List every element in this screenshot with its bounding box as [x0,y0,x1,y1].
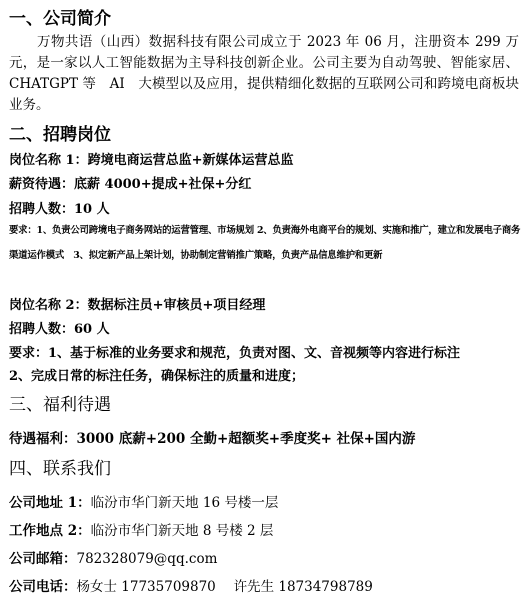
address-1-label: 公司地址 1： [9,495,91,511]
job1-count: 招聘人数：10 人 [9,202,110,217]
job1-salary: 薪资待遇：底薪 4000+提成+社保+分红 [9,177,252,192]
address-1-value: 临汾市华门新天地 16 号楼一层 [90,495,279,511]
job2-requirement-1: 要求：1、基于标准的业务要求和规范，负责对图、文、音视频等内容进行标注 [9,346,461,361]
email-value: 782328079@qq.com [76,551,218,567]
section-heading-positions: 二、招聘岗位 [9,125,111,145]
company-intro-paragraph: 万物共语（山西）数据科技有限公司成立于 2023 年 06 月，注册资本 299 万元，是一家以人工智能数据为主导科技创新企业。公司主要为自动驾驶、智能家居、CHATGPT 等 AI 大模型以及应用，提供精细化数据的互联网公司和跨境电商板块业务。 [9,34,519,113]
email-label: 公司邮箱： [9,551,77,567]
section-heading-contact: 四、联系我们 [9,459,111,479]
contact-email [9,550,217,568]
contact-address-2 [9,522,273,540]
contact-phone [9,578,373,596]
phone-label: 公司电话： [9,579,77,595]
address-2-value: 临汾市华门新天地 8 号楼 2 层 [90,523,274,539]
benefits-line: 待遇福利：3000 底薪+200 全勤+超额奖+季度奖+ 社保+国内游 [9,431,416,447]
job2-count: 招聘人数：60 人 [9,322,110,337]
job1-requirements: 要求：1、负责公司跨境电子商务网站的运营管理、市场规划 2、负责海外电商平台的规划、实施和推广，建立和发展电子商务渠道运作模式 3、拟定新产品上架计划，协助制定营销推广策略，负责产品信息维护和更新 [9,225,521,261]
job1-title: 岗位名称 1：跨境电商运营总监+新媒体运营总监 [9,153,294,168]
job2-title: 岗位名称 2：数据标注员+审核员+项目经理 [9,298,266,313]
section-heading-benefits: 三、福利待遇 [9,395,111,415]
address-2-label: 工作地点 2： [9,523,91,539]
contact-address-1 [9,494,278,512]
job2-requirement-2: 2、完成日常的标注任务，确保标注的质量和进度； [9,369,305,384]
phone-value: 杨女士 17735709870 许先生 18734798789 [76,579,373,595]
section-heading-company-intro: 一、公司简介 [9,9,111,29]
